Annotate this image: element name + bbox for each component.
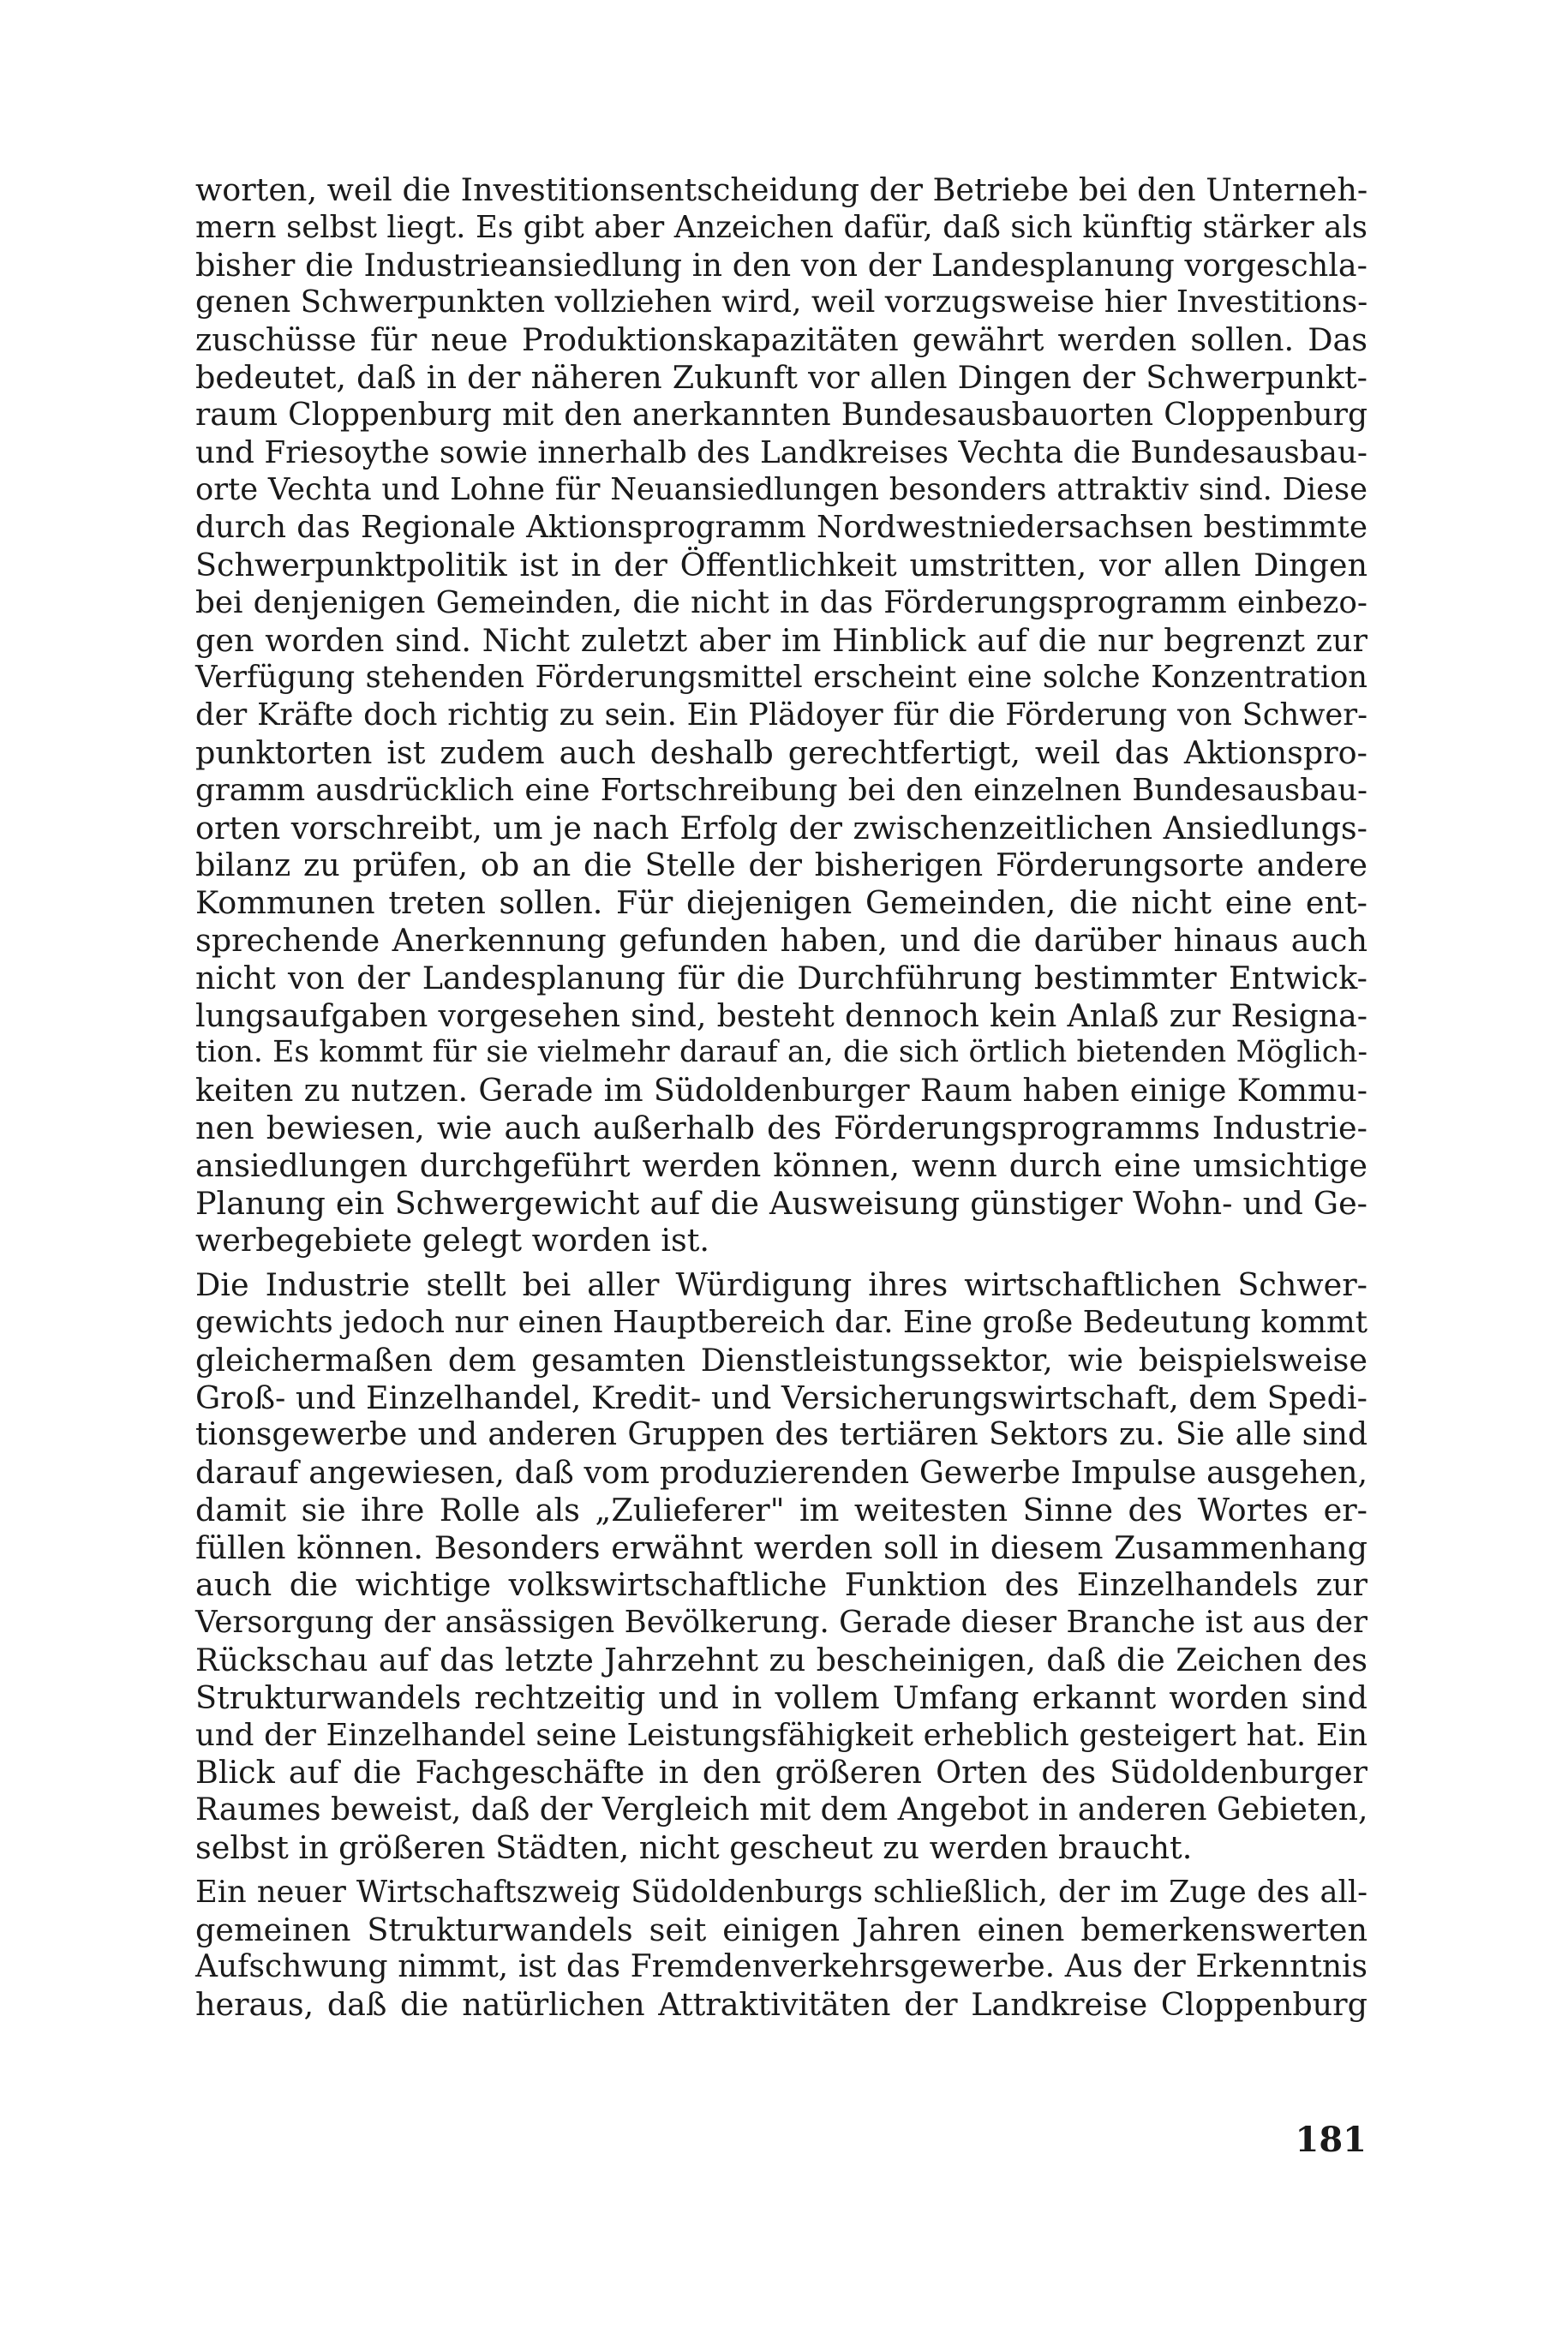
paragraph-tourism (195, 1874, 1368, 2024)
text-line: tion. Es kommt für sie vielmehr darauf an, die sich örtlich bietenden Möglich- (195, 1035, 1368, 1070)
text-line: Versorgung der ansässigen Bevölkerung. Gerade dieser Branche ist aus der (195, 1605, 1368, 1641)
text-line: und Friesoythe sowie innerhalb des Landkreises Vechta die Bundesausbau- (195, 434, 1368, 470)
text-line: auch die wichtige volkswirtschaftliche Funktion des Einzelhandels zur (195, 1566, 1368, 1604)
text-line: Ein neuer Wirtschaftszweig Südoldenburgs schließlich, der im Zuge des all- (195, 1874, 1368, 1910)
page-number: 181 (1295, 2120, 1367, 2160)
text-line: punktorten ist zudem auch deshalb gerechtfertigt, weil das Aktionspro- (195, 733, 1368, 771)
text-line: bilanz zu prüfen, ob an die Stelle der bisherigen Förderungsorte andere (195, 846, 1368, 884)
text-line: bisher die Industrieansiedlung in den von der Landesplanung vorgeschla- (195, 246, 1368, 284)
text-line: tionsgewerbe und anderen Gruppen des tertiären Sektors zu. Sie alle sind (195, 1417, 1368, 1453)
text-line: nen bewiesen, wie auch außerhalb des Förderungsprogramms Industrie- (195, 1109, 1368, 1146)
text-line: raum Cloppenburg mit den anerkannten Bundesausbauorten Cloppenburg (195, 397, 1368, 433)
text-line: mern selbst liegt. Es gibt aber Anzeichen dafür, daß sich künftig stärker als (195, 209, 1368, 245)
text-line: durch das Regionale Aktionsprogramm Nordwestniedersachsen bestimmte (195, 510, 1368, 546)
text-line: bei denjenigen Gemeinden, die nicht in das Förderungsprogramm einbezo- (195, 584, 1368, 620)
text-line: gen worden sind. Nicht zuletzt aber im Hinblick auf die nur begrenzt zur (195, 621, 1368, 659)
text-line: werbegebiete gelegt worden ist. (195, 1222, 710, 1259)
text-line: zuschüsse für neue Produktionskapazitäten gewährt werden sollen. Das (195, 321, 1368, 359)
text-line: orte Vechta und Lohne für Neuansiedlungen besonders attraktiv sind. Diese (195, 472, 1368, 508)
text-line: genen Schwerpunkten vollziehen wird, weil vorzugsweise hier Investitions- (195, 284, 1368, 320)
text-line: der Kräfte doch richtig zu sein. Ein Plädoyer für die Förderung von Schwer- (195, 697, 1368, 733)
text-line: orten vorschreibt, um je nach Erfolg der zwischenzeitlichen Ansiedlungs- (195, 809, 1368, 846)
text-line: Strukturwandels rechtzeitig und in vollem Umfang erkannt worden sind (195, 1678, 1368, 1716)
text-line: Planung ein Schwergewicht auf die Ausweisung günstiger Wohn- und Ge- (195, 1184, 1368, 1222)
paragraph-industry-siting (195, 171, 1368, 1259)
text-line: Aufschwung nimmt, ist das Fremdenverkehrsgewerbe. Aus der Erkenntnis (195, 1949, 1368, 1985)
text-line: Verfügung stehenden Förderungsmittel erscheint eine solche Konzentration (195, 660, 1368, 696)
text-line: gramm ausdrücklich eine Fortschreibung bei den einzelnen Bundesausbau- (195, 772, 1368, 808)
text-line: gewichts jedoch nur einen Hauptbereich dar. Eine große Bedeutung kommt (195, 1304, 1368, 1340)
text-line: sprechende Anerkennung gefunden haben, und die darüber hinaus auch (195, 921, 1368, 959)
text-line: bedeutet, daß in der näheren Zukunft vor allen Dingen der Schwerpunkt- (195, 358, 1368, 396)
text-line: und der Einzelhandel seine Leistungsfähigkeit erheblich gesteigert hat. Ein (195, 1717, 1368, 1753)
text-line: darauf angewiesen, daß vom produzierenden Gewerbe Impulse ausgehen, (195, 1454, 1368, 1492)
text-line: gleichermaßen dem gesamten Dienstleistungssektor, wie beispielsweise (195, 1341, 1368, 1379)
text-line: gemeinen Strukturwandels seit einigen Jahren einen bemerkenswerten (195, 1911, 1368, 1948)
text-line: Groß- und Einzelhandel, Kredit- und Versicherungswirtschaft, dem Spedi- (195, 1379, 1368, 1416)
text-line: worten, weil die Investitionsentscheidung der Betriebe bei den Unterneh- (195, 171, 1368, 208)
text-line: selbst in größeren Städten, nicht gescheut zu werden braucht. (195, 1829, 1193, 1867)
text-line: nicht von der Landesplanung für die Durchführung bestimmter Entwick- (195, 959, 1368, 996)
text-line: keiten zu nutzen. Gerade im Südoldenburger Raum haben einige Kommu- (195, 1072, 1368, 1110)
text-line: damit sie ihre Rolle als „Zulieferer" im weitesten Sinne des Wortes er- (195, 1491, 1368, 1528)
text-line: füllen können. Besonders erwähnt werden soll in diesem Zusammenhang (195, 1528, 1368, 1566)
text-line: heraus, daß die natürlichen Attraktivitäten der Landkreise Cloppenburg (195, 1986, 1368, 2024)
body-text (195, 171, 1368, 2024)
text-line: Kommunen treten sollen. Für diejenigen Gemeinden, die nicht eine ent- (195, 884, 1368, 922)
text-line: Schwerpunktpolitik ist in der Öffentlichkeit umstritten, vor allen Dingen (195, 546, 1368, 583)
text-line: Rückschau auf das letzte Jahrzehnt zu bescheinigen, daß die Zeichen des (195, 1642, 1368, 1679)
paragraph-service-sector (195, 1266, 1368, 1867)
text-line: Blick auf die Fachgeschäfte in den größeren Orten des Südoldenburger (195, 1754, 1368, 1792)
text-line: ansiedlungen durchgeführt werden können, wenn durch eine umsichtige (195, 1146, 1368, 1184)
text-line: lungsaufgaben vorgesehen sind, besteht dennoch kein Anlaß zur Resigna- (195, 996, 1368, 1034)
text-line: Raumes beweist, daß der Vergleich mit dem Angebot in anderen Gebieten, (195, 1792, 1368, 1828)
text-line: Die Industrie stellt bei aller Würdigung ihres wirtschaftlichen Schwer- (195, 1266, 1368, 1304)
